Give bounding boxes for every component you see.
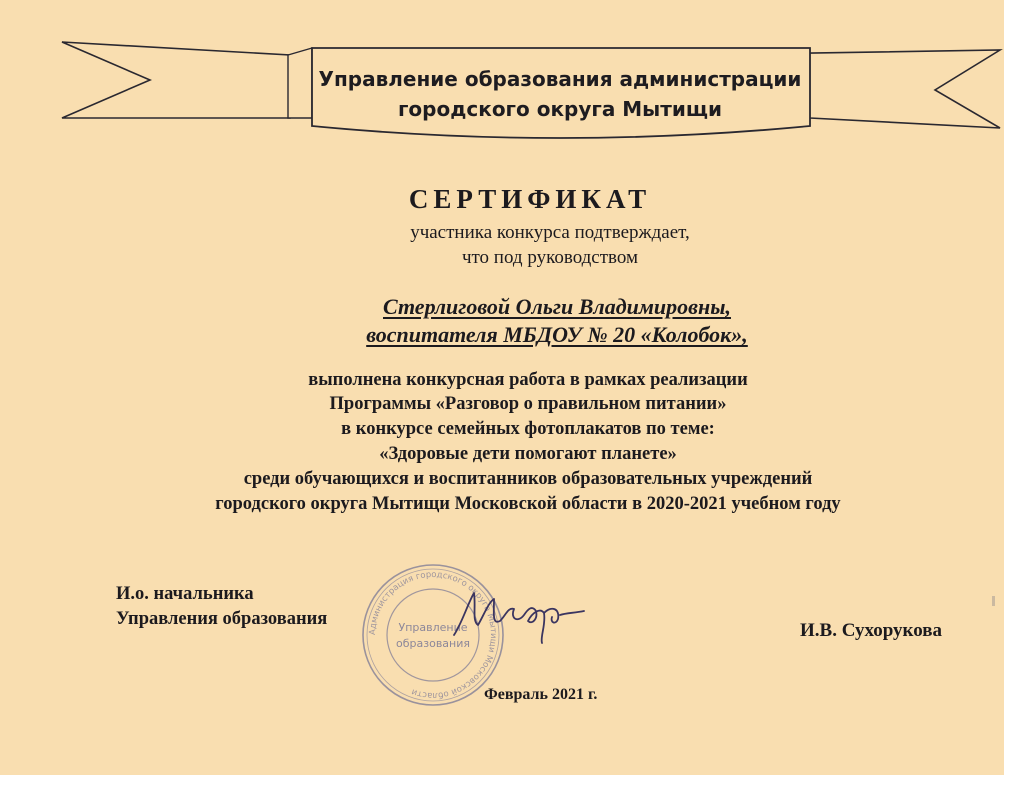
paper-speck: [992, 596, 995, 606]
handwritten-signature: [448, 585, 588, 645]
ribbon-left-tail: [62, 42, 290, 118]
recipient-name-line-1: [0, 294, 1004, 320]
stamp-center-line-2: образования: [396, 637, 470, 650]
stamp-ring-text: Администрация городского округа Мытищи Московской области: [367, 569, 499, 701]
signer-position-line-2: Управления образования: [116, 609, 328, 629]
body-line-3: в конкурсе семейных фотоплакатов по теме:: [341, 419, 715, 439]
signer-position-line-1: И.о. начальника: [116, 584, 254, 604]
body-line-2: Программы «Разговор о правильном питании»: [329, 394, 727, 414]
recipient-name-line-2: [0, 322, 1004, 348]
signer-name: И.В. Сухорукова: [800, 620, 943, 641]
issuer-line-1: Управление образования администрации: [318, 67, 802, 91]
recipient-name: Стерлиговой Ольги Владимировны,: [383, 294, 731, 319]
issuer-line-2: городского округа Мытищи: [397, 97, 722, 121]
body-line-1: выполнена конкурсная работа в рамках реализации: [308, 370, 748, 390]
signer-position: [116, 582, 327, 632]
body-line-5: среди обучающихся и воспитанников образовательных учреждений: [243, 469, 813, 489]
intro-line-1: участника конкурса подтверждает,: [410, 222, 690, 243]
issue-date: Февраль 2021 г.: [484, 686, 598, 703]
stamp-center-line-1: Управление: [398, 621, 468, 634]
issuer-header: [300, 64, 820, 124]
recipient-position: воспитателя МБДОУ № 20 «Колобок»,: [366, 322, 748, 347]
body-line-6: городского округа Мытищи Московской области в 2020-2021 учебном году: [215, 494, 841, 514]
certificate-title: СЕРТИФИКАТ: [408, 184, 652, 214]
intro-line-2: что под руководством: [461, 247, 639, 268]
body-line-4: «Здоровые дети помогают планете»: [379, 444, 677, 464]
